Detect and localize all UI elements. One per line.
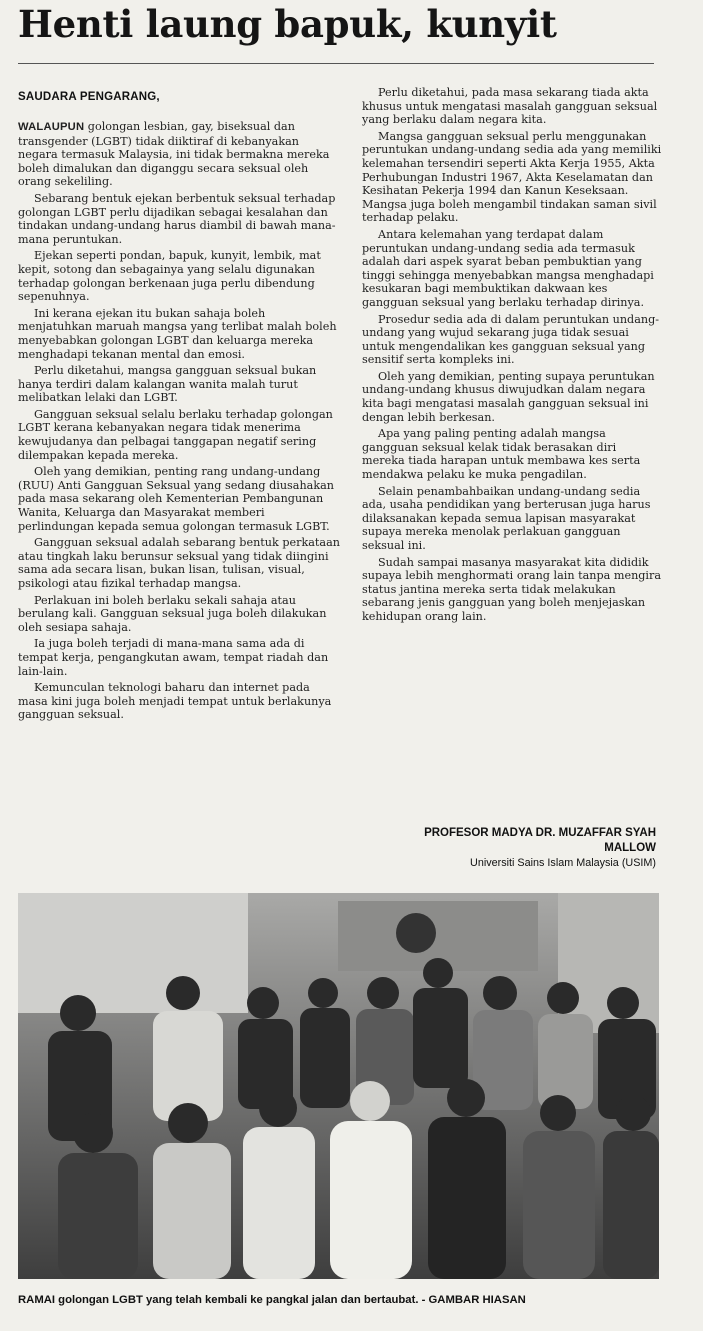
column-right: [362, 86, 662, 627]
body-paragraph: Ia juga boleh terjadi di mana-mana sama ada di tempat kerja, pengangkutan awam, tempat riadah dan lain-lain.: [18, 637, 329, 678]
author-affiliation: Universiti Sains Islam Malaysia (USIM): [470, 857, 656, 869]
body-paragraph: Ejekan seperti pondan, bapuk, kunyit, lembik, mat kepit, sotong dan sebagainya yang selalu digunakan terhadap golongan berkenaan juga perlu dibendung sepenuhnya.: [18, 249, 321, 304]
headline: Henti laung bapuk, kunyit: [18, 2, 557, 46]
headline-rule: [18, 63, 654, 64]
photo-caption: RAMAI golongan LGBT yang telah kembali ke pangkal jalan dan bertaubat. - GAMBAR HIASAN: [18, 1294, 526, 1306]
author-name: PROFESOR MADYA DR. MUZAFFAR SYAH MALLOW: [424, 827, 656, 854]
column-left: [18, 120, 340, 725]
body-paragraph: Apa yang paling penting adalah mangsa gangguan seksual kelak tidak berasakan diri mereka tiada harapan untuk membawa kes serta mendakwa pelaku ke muka pengadilan.: [362, 427, 641, 482]
body-paragraph: Oleh yang demikian, penting supaya peruntukan undang-undang khusus diwujudkan dalam negara kita bagi mengatasi masalah gangguan seksual ini dengan lebih berkesan.: [362, 369, 655, 424]
lead-paragraph: [18, 120, 340, 189]
body-paragraph: Sudah sampai masanya masyarakat kita dididik supaya lebih menghormati orang lain tanpa mengira status jantina mereka serta tidak melakukan sebarang jenis gangguan yang boleh menjejaskan kehidupan orang lain.: [362, 555, 662, 623]
body-paragraph: Mangsa gangguan seksual perlu menggunakan peruntukan undang-undang sedia ada yang memiliki kelemahan tersendiri seperti Akta Kerja 1955, Akta Perhubungan Industri 1967, Akta Keselamatan dan Kesihatan Pekerja 1994 dan Kanun Keseksaan. Mangsa juga boleh mengambil tindakan saman sivil terhadap pelaku.: [362, 129, 662, 225]
body-paragraph: Antara kelemahan yang terdapat dalam peruntukan undang-undang sedia ada termasuk adalah dari aspek syarat beban pembuktian yang tinggi sehingga menyebabkan mangsa menghadapi kesukaran bagi membuktikan dakwaan kes gangguan seksual yang berlaku terhadap dirinya.: [362, 227, 654, 309]
author-signature: [416, 826, 656, 869]
body-paragraph: Gangguan seksual selalu berlaku terhadap golongan LGBT kerana kebanyakan negara tidak menerima kewujudanya dan pelbagai tanggapan negatif sering dilempakan kepada mereka.: [18, 407, 333, 462]
body-paragraph: Perlu diketahui, mangsa gangguan seksual bukan hanya terdiri dalam kalangan wanita malah turut melibatkan lelaki dan LGBT.: [18, 364, 317, 405]
group-photo: [18, 893, 659, 1279]
body-paragraph: Gangguan seksual adalah sebarang bentuk perkataan atau tingkah laku berunsur seksual yang tidak diingini sama ada secara lisan, bukan lisan, tulisan, visual, psikologi atau fizikal terhadap mangsa.: [18, 536, 340, 590]
body-paragraph: Selain penambahbaikan undang-undang sedia ada, usaha pendidikan yang berterusan juga harus dilaksanakan kepada semua lapisan masyarakat supaya mereka menolak perlakuan gangguan seksual ini.: [362, 484, 651, 552]
body-paragraph: Sebarang bentuk ejekan berbentuk seksual terhadap golongan LGBT perlu dijadikan sebagai kesalahan dan tindakan undang-undang harus diambil di bawah mana-mana peruntukan.: [18, 191, 336, 246]
lead-text: golongan lesbian, gay, biseksual dan transgender (LGBT) tidak diiktiraf di kebanyakan negara termasuk Malaysia, ini tidak bermakna mereka boleh dimalukan dan diganggu secara seksual oleh orang sekeliling.: [18, 120, 330, 189]
body-paragraph: Perlakuan ini boleh berlaku sekali sahaja atau berulang kali. Gangguan seksual juga boleh dilakukan oleh sesiapa sahaja.: [18, 593, 327, 634]
body-paragraph: Oleh yang demikian, penting rang undang-undang (RUU) Anti Gangguan Seksual yang sedang diusahakan pada masa sekarang oleh Kementerian Pembangunan Wanita, Keluarga dan Masyarakat memberi perlindungan kepada semua golongan termasuk LGBT.: [18, 465, 334, 533]
group-photo-illustration: [18, 893, 659, 1279]
salutation: SAUDARA PENGARANG,: [18, 91, 160, 103]
body-paragraph: Kemunculan teknologi baharu dan internet pada masa kini juga boleh menjadi tempat untuk berlakunya gangguan seksual.: [18, 681, 332, 722]
body-paragraph: Perlu diketahui, pada masa sekarang tiada akta khusus untuk mengatasi masalah gangguan seksual yang berlaku dalam negara kita.: [362, 86, 658, 127]
body-paragraph: Prosedur sedia ada di dalam peruntukan undang-undang yang wujud sekarang juga tidak sesuai untuk mengendalikan kes gangguan seksual yang sensitif serta kompleks ini.: [362, 312, 660, 367]
lead-word: WALAUPUN: [18, 121, 85, 133]
body-paragraph: Ini kerana ejekan itu bukan sahaja boleh menjatuhkan maruah mangsa yang terlibat malah boleh menyebabkan golongan LGBT dan keluarga mereka menghadapi tekanan mental dan emosi.: [18, 306, 337, 361]
